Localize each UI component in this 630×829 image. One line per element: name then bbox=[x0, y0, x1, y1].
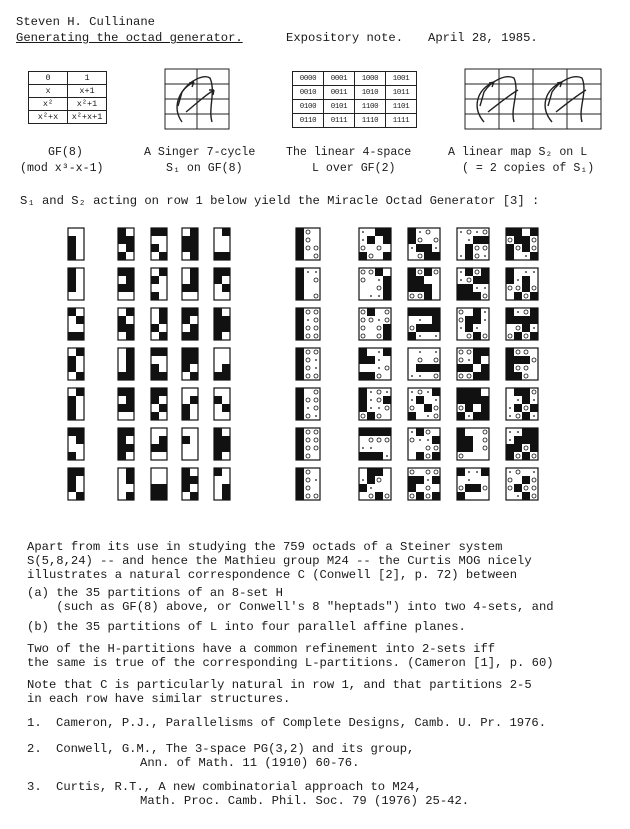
narrow-block bbox=[118, 468, 134, 500]
note-type: Expository note. bbox=[286, 31, 404, 45]
narrow-block bbox=[214, 388, 230, 420]
bin-cell: 1100 bbox=[355, 100, 386, 114]
square-block bbox=[359, 268, 391, 300]
narrow-block bbox=[151, 348, 167, 380]
narrow-block bbox=[118, 308, 134, 340]
square-block bbox=[506, 308, 538, 340]
square-block bbox=[457, 388, 489, 420]
gf8-cell: 0 bbox=[29, 72, 68, 85]
square-block bbox=[296, 428, 320, 460]
narrow-block bbox=[214, 428, 230, 460]
linear-map-caption-2: ( = 2 copies of S₁) bbox=[462, 162, 595, 175]
bin-cell: 1000 bbox=[355, 72, 386, 86]
linear-space-table bbox=[292, 71, 417, 128]
narrow-block bbox=[68, 228, 84, 260]
narrow-block bbox=[182, 308, 198, 340]
square-block bbox=[359, 308, 391, 340]
narrow-block bbox=[182, 228, 198, 260]
ref-2-line1: Conwell, G.M., The 3-space PG(3,2) and its group, bbox=[56, 742, 415, 756]
ref-3-line2: Math. Proc. Camb. Phil. Soc. 79 (1976) 25-42. bbox=[140, 794, 470, 808]
linear-map-caption-1: A linear map S₂ on L bbox=[448, 146, 588, 159]
square-block bbox=[296, 388, 320, 420]
doc-title: Generating the octad generator. bbox=[16, 31, 243, 45]
ref-3-line1: Curtis, R.T., A new combinatorial approach to M24, bbox=[56, 780, 422, 794]
square-block bbox=[457, 228, 489, 260]
intro-line: S₁ and S₂ acting on row 1 below yield the Miracle Octad Generator [3] : bbox=[20, 194, 540, 208]
date: April 28, 1985. bbox=[428, 31, 538, 45]
bin-cell: 0010 bbox=[293, 86, 324, 100]
square-block bbox=[408, 468, 440, 500]
bin-cell: 1001 bbox=[386, 72, 417, 86]
square-block bbox=[408, 388, 440, 420]
ref-3-num: 3. bbox=[27, 780, 42, 794]
square-block bbox=[457, 348, 489, 380]
square-block bbox=[296, 468, 320, 500]
linear-space-caption-1: The linear 4-space bbox=[286, 146, 412, 159]
square-block bbox=[296, 308, 320, 340]
ref-2-line2: Ann. of Math. 11 (1910) 60-76. bbox=[140, 756, 360, 770]
narrow-block bbox=[68, 308, 84, 340]
square-block bbox=[457, 468, 489, 500]
para1-line1: Apart from its use in studying the 759 octads of a Steiner system bbox=[27, 540, 503, 554]
gf8-caption-1: GF(8) bbox=[48, 146, 83, 159]
bin-cell: 1011 bbox=[386, 86, 417, 100]
bin-cell: 0101 bbox=[324, 100, 355, 114]
narrow-block bbox=[214, 468, 230, 500]
item-b: (b) the 35 partitions of L into four parallel affine planes. bbox=[27, 620, 466, 634]
narrow-block bbox=[182, 428, 198, 460]
square-block bbox=[408, 228, 440, 260]
singer-cycle-diagram bbox=[164, 68, 232, 132]
narrow-block bbox=[151, 428, 167, 460]
gf8-caption-2: (mod x³-x-1) bbox=[20, 162, 104, 175]
narrow-block bbox=[118, 268, 134, 300]
square-block bbox=[457, 428, 489, 460]
square-block bbox=[359, 348, 391, 380]
square-block bbox=[457, 308, 489, 340]
narrow-block bbox=[214, 228, 230, 260]
gf8-cell: x² bbox=[29, 98, 68, 111]
ref-1-num: 1. bbox=[27, 716, 42, 730]
narrow-block bbox=[118, 348, 134, 380]
gf8-table bbox=[28, 71, 107, 124]
square-block bbox=[359, 428, 391, 460]
item-a-line2: (such as GF(8) above, or Conwell's 8 "heptads") into two 4-sets, and bbox=[27, 600, 554, 614]
square-block bbox=[506, 468, 538, 500]
square-block bbox=[457, 268, 489, 300]
narrow-block bbox=[68, 428, 84, 460]
narrow-block bbox=[151, 268, 167, 300]
narrow-block bbox=[151, 388, 167, 420]
narrow-block bbox=[151, 468, 167, 500]
gf8-cell: x²+x+1 bbox=[68, 111, 107, 124]
narrow-block bbox=[151, 308, 167, 340]
ref-2-num: 2. bbox=[27, 742, 42, 756]
square-block bbox=[359, 468, 391, 500]
narrow-block bbox=[68, 348, 84, 380]
bin-cell: 0110 bbox=[293, 114, 324, 128]
square-block bbox=[296, 268, 320, 300]
square-block bbox=[506, 428, 538, 460]
narrow-block bbox=[214, 308, 230, 340]
narrow-block bbox=[182, 348, 198, 380]
para2-line1: Two of the H-partitions have a common refinement into 2-sets iff bbox=[27, 642, 496, 656]
narrow-block bbox=[68, 468, 84, 500]
narrow-block bbox=[118, 388, 134, 420]
square-block bbox=[296, 348, 320, 380]
narrow-block bbox=[118, 428, 134, 460]
bin-cell: 0111 bbox=[324, 114, 355, 128]
para1-line2: S(5,8,24) -- and hence the Mathieu group M24 -- the Curtis MOG nicely bbox=[27, 554, 532, 568]
square-block bbox=[296, 228, 320, 260]
ref-1-line1: Cameron, P.J., Parallelisms of Complete Designs, Camb. U. Pr. 1976. bbox=[56, 716, 547, 730]
narrow-block bbox=[214, 268, 230, 300]
item-a-line1: (a) the 35 partitions of an 8-set H bbox=[27, 586, 283, 600]
para1-line3: illustrates a natural correspondence C (Conwell [2], p. 72) between bbox=[27, 568, 518, 582]
gf8-cell: 1 bbox=[68, 72, 107, 85]
square-block bbox=[506, 268, 538, 300]
linear-space-caption-2: L over GF(2) bbox=[312, 162, 396, 175]
singer-caption-1: A Singer 7-cycle bbox=[144, 146, 256, 159]
narrow-block bbox=[118, 228, 134, 260]
gf8-cell: x²+x bbox=[29, 111, 68, 124]
square-block bbox=[359, 228, 391, 260]
bin-cell: 0100 bbox=[293, 100, 324, 114]
narrow-block bbox=[182, 468, 198, 500]
narrow-block bbox=[182, 388, 198, 420]
narrow-block bbox=[182, 268, 198, 300]
singer-caption-2: S₁ on GF(8) bbox=[166, 162, 243, 175]
narrow-block bbox=[68, 388, 84, 420]
linear-map-diagram bbox=[464, 68, 604, 132]
bin-cell: 1010 bbox=[355, 86, 386, 100]
narrow-block bbox=[214, 348, 230, 380]
bin-cell: 0001 bbox=[324, 72, 355, 86]
mog-figure bbox=[0, 222, 630, 522]
para3-line1: Note that C is particularly natural in row 1, and that partitions 2-5 bbox=[27, 678, 532, 692]
square-block bbox=[506, 348, 538, 380]
bin-cell: 0000 bbox=[293, 72, 324, 86]
square-block bbox=[506, 388, 538, 420]
narrow-block bbox=[151, 228, 167, 260]
bin-cell: 0011 bbox=[324, 86, 355, 100]
gf8-cell: x bbox=[29, 85, 68, 98]
gf8-cell: x²+1 bbox=[68, 98, 107, 111]
square-block bbox=[408, 348, 440, 380]
square-block bbox=[506, 228, 538, 260]
author: Steven H. Cullinane bbox=[16, 15, 155, 29]
bin-cell: 1111 bbox=[386, 114, 417, 128]
square-block bbox=[408, 428, 440, 460]
para2-line2: the same is true of the corresponding L-partitions. (Cameron [1], p. 60) bbox=[27, 656, 554, 670]
square-block bbox=[408, 268, 440, 300]
square-block bbox=[359, 388, 391, 420]
bin-cell: 1110 bbox=[355, 114, 386, 128]
bin-cell: 1101 bbox=[386, 100, 417, 114]
square-block bbox=[408, 308, 440, 340]
narrow-block bbox=[68, 268, 84, 300]
gf8-cell: x+1 bbox=[68, 85, 107, 98]
para3-line2: in each row have similar structures. bbox=[27, 692, 291, 706]
